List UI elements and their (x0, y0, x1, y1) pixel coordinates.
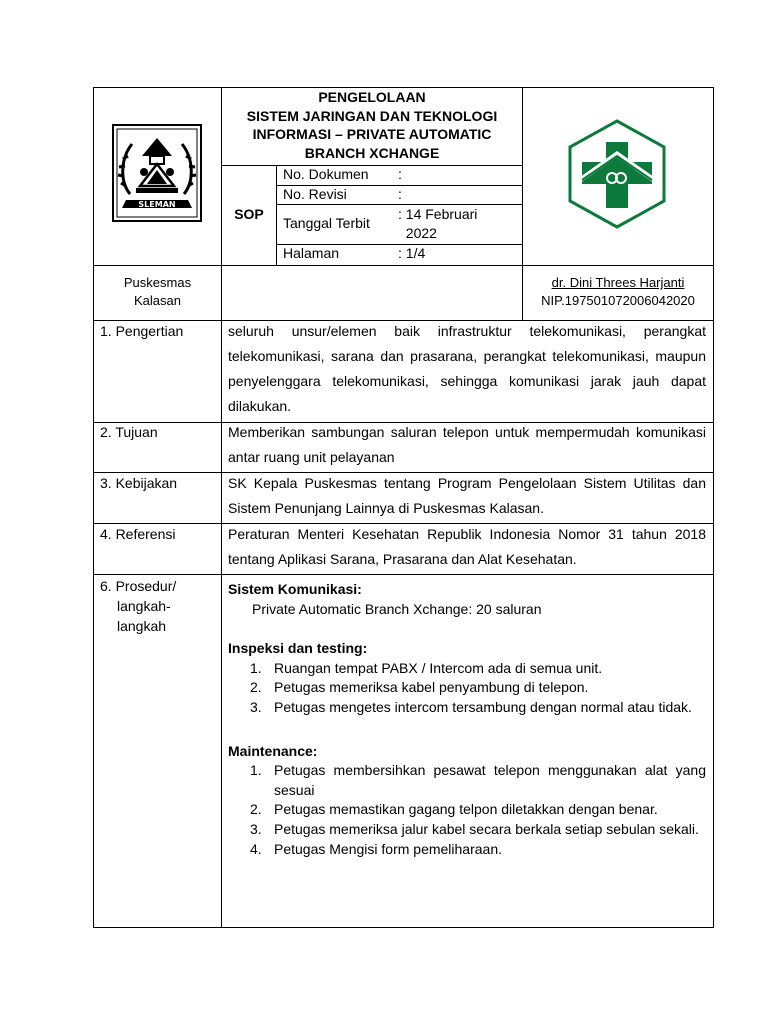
list-number: 3. (250, 820, 262, 837)
sop-divider (276, 165, 277, 265)
list-item (228, 678, 706, 698)
list-item-text: Ruangan tempat PABX / Intercom ada di semua unit. (274, 659, 603, 676)
table-border-bottom (93, 927, 714, 928)
document-title (222, 88, 522, 162)
meta-label-no-dokumen: No. Dokumen (283, 166, 369, 182)
section-label-pengertian: 1. Pengertian (100, 323, 184, 339)
title-line: BRANCH XCHANGE (304, 144, 440, 161)
section-text-referensi: Peraturan Menteri Kesehatan Republik Indonesia Nomor 31 tahun 2018 tentang Aplikasi Sarana, Prasarana dan Alat Kesehatan. (228, 526, 706, 567)
prosedur-label-line: 6. Prosedur/ (100, 578, 177, 594)
komunikasi-text: Private Automatic Branch Xchange: 20 saluran (252, 600, 542, 617)
list-item-text: Petugas memastikan gagang telpon diletakkan dengan benar. (274, 801, 658, 818)
list-number: 2. (250, 679, 262, 696)
maintenance-heading: Maintenance: (228, 742, 318, 759)
meta-value-no-revisi: : (398, 186, 402, 202)
tanggal-line: 2022 (398, 225, 437, 241)
section-text-pengertian: seluruh unsur/elemen baik infrastruktur telekomunikasi, perangkat telekomunikasi, sarana dan prasarana, perangkat telekomunikasi, maupun penyelenggara telekomunikasi, sehingga komunikasi jarak jauh dapat dilakukan. (228, 323, 706, 414)
list-item (228, 800, 706, 820)
list-item-text: Petugas membersihkan pesawat telepon menggunakan alat yang sesuai (274, 762, 706, 798)
section-text-tujuan: Memberikan sambungan saluran telepon untuk mempermudah komunikasi antar ruang unit pelayanan (228, 424, 706, 465)
list-item (228, 820, 706, 840)
list-number: 1. (250, 762, 262, 779)
table-border-right (713, 87, 714, 928)
list-number: 1. (250, 659, 262, 676)
list-item (228, 840, 706, 860)
inspeksi-heading: Inspeksi dan testing: (228, 640, 368, 657)
list-item (228, 761, 706, 800)
header-bottom-line (93, 265, 714, 266)
meta-label-no-revisi: No. Revisi (283, 186, 347, 202)
sop-label: SOP (234, 206, 264, 222)
list-number: 4. (250, 840, 262, 857)
prosedur-label-line: langkah (117, 618, 167, 634)
list-item-text: Petugas Mengisi form pemeliharaan. (274, 840, 503, 857)
puskesmas-logo-icon (566, 118, 668, 230)
list-item-text: Petugas memeriksa jalur kabel secara berkala setiap sebulan sekali. (274, 820, 699, 837)
title-bottom-line (221, 165, 523, 166)
section-line (93, 574, 714, 575)
list-item-text: Petugas memeriksa kabel penyambung di telepon. (274, 679, 589, 696)
section-label-referensi: 4. Referensi (100, 526, 176, 542)
title-line: INFORMASI – PRIVATE AUTOMATIC (252, 126, 492, 142)
meta-value-no-dokumen: : (398, 166, 402, 182)
list-number: 3. (250, 698, 262, 715)
table-border-left (93, 87, 94, 928)
list-item (228, 659, 706, 679)
section-label-tujuan: 2. Tujuan (100, 424, 158, 440)
list-item (228, 698, 706, 718)
title-line: PENGELOLAAN (318, 89, 426, 105)
komunikasi-heading: Sistem Komunikasi: (228, 581, 362, 597)
tanggal-line: : 14 Februari (398, 206, 478, 222)
meta-value-tanggal-terbit (398, 205, 477, 243)
signatory-nip: NIP.197501072006042020 (541, 293, 695, 308)
procedure-content (228, 580, 706, 859)
section-label-kebijakan: 3. Kebijakan (100, 475, 178, 491)
signatory-name: dr. Dini Threes Harjanti (551, 275, 685, 290)
organization-name (94, 274, 221, 310)
section-label-prosedur (100, 576, 176, 636)
meta-label-halaman: Halaman (283, 245, 340, 261)
maintenance-list (228, 761, 706, 859)
org-line: Puskesmas (123, 275, 192, 290)
prosedur-label-line: langkah- (117, 598, 171, 614)
logo-banner-text: SLEMAN (138, 200, 176, 209)
sleman-logo-icon (112, 124, 202, 222)
list-number: 2. (250, 801, 262, 818)
list-item-text: Petugas mengetes intercom tersambung dengan normal atau tidak. (274, 698, 692, 715)
section-text-kebijakan: SK Kepala Puskesmas tentang Program Pengelolaan Sistem Utilitas dan Sistem Penunjang Lainnya di Puskesmas Kalasan. (228, 475, 706, 516)
meta-label-tanggal-terbit: Tanggal Terbit (283, 215, 370, 231)
title-line: SISTEM JARINGAN DAN TEKNOLOGI (246, 107, 498, 124)
org-line: Kalasan (134, 293, 181, 308)
meta-value-halaman: : 1/4 (398, 245, 426, 261)
inspeksi-list (228, 659, 706, 718)
signatory-block (523, 274, 713, 310)
